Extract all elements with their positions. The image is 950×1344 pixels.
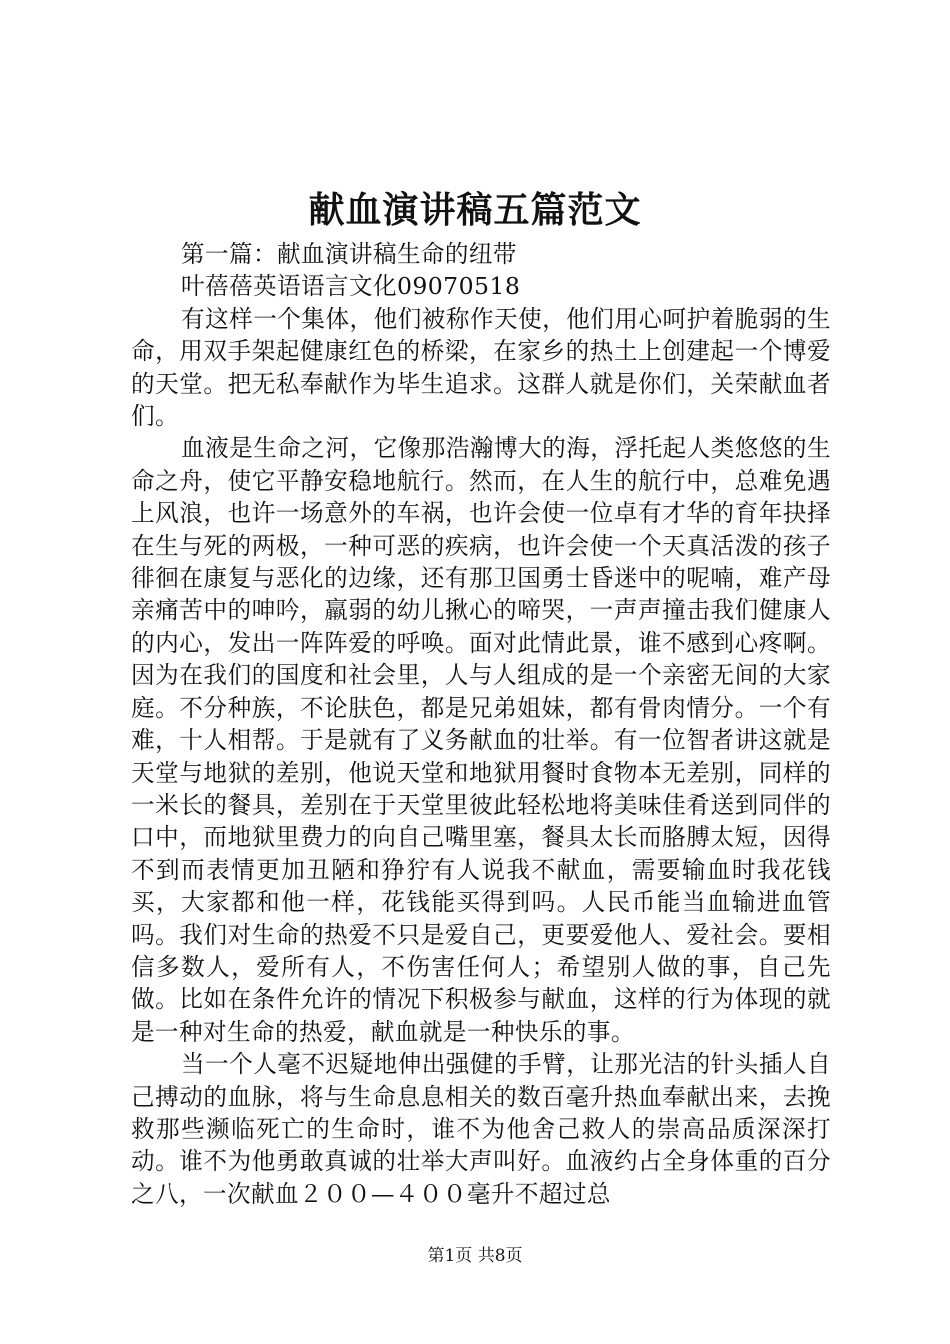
paragraph-1: 有这样一个集体，他们被称作天使，他们用心呵护着脆弱的生命，用双手架起健康红色的桥梁，在家乡的热土上创建起一个博爱的天堂。把无私奉献作为毕生追求。这群人就是你们，关荣献血者们。 <box>131 304 831 431</box>
document-title: 献血演讲稿五篇范文 <box>308 189 642 231</box>
section-heading: 第一篇：献血演讲稿生命的纽带 <box>181 240 517 268</box>
page-footer: 第1页 共8页 <box>427 1246 523 1266</box>
paragraph-2: 血液是生命之河，它像那浩瀚博大的海，浮托起人类悠悠的生命之舟，使它平静安稳地航行。然而，在人生的航行中，总难免遇上风浪，也许一场意外的车祸，也许会使一位卓有才华的育年抉择在生与死的两极，一种可恶的疾病，也许会使一个天真活泼的孩子徘徊在康复与恶化的边缘，还有那卫国勇士昏迷中的呢喃，难产母亲痛苦中的呻吟，羸弱的幼儿揪心的啼哭，一声声撞击我们健康人的内心，发出一阵阵爱的呼唤。面对此情此景，谁不感到心疼啊。因为在我们的国度和社会里，人与人组成的是一个亲密无间的大家庭。不分种族，不论肤色，都是兄弟姐妹，都有骨肉情分。一个有难，十人相帮。于是就有了义务献血的壮举。有一位智者讲这就是天堂与地狱的差别，他说天堂和地狱用餐时食物本无差别，同样的一米长的餐具，差别在于天堂里彼此轻松地将美味佳肴送到同伴的口中，而地狱里费力的向自己嘴里塞，餐具太长而胳膊太短，因得不到而表情更加丑陋和狰狞有人说我不献血，需要输血时我花钱买，大家都和他一样，花钱能买得到吗。人民币能当血输进血管吗。我们对生命的热爱不只是爱自己，更要爱他人、爱社会。要相信多数人，爱所有人，不伤害任何人；希望别人做的事，自己先做。比如在条件允许的情况下积极参与献血，这样的行为体现的就是一种对生命的热爱，献血就是一种快乐的事。 <box>131 434 831 1046</box>
author-line: 叶蓓蓓英语语言文化09070518 <box>181 272 521 301</box>
document-body <box>131 238 831 1210</box>
paragraph-3: 当一个人毫不迟疑地伸出强健的手臂，让那光洁的针头插人自己搏动的血脉，将与生命息息相关的数百毫升热血奉献出来，去挽救那些濒临死亡的生命时，谁不为他舍己救人的崇高品质深深打动。谁不为他勇敢真诚的壮举大声叫好。血液约占全身体重的百分之八，一次献血２００—４００毫升不超过总 <box>131 1050 831 1208</box>
